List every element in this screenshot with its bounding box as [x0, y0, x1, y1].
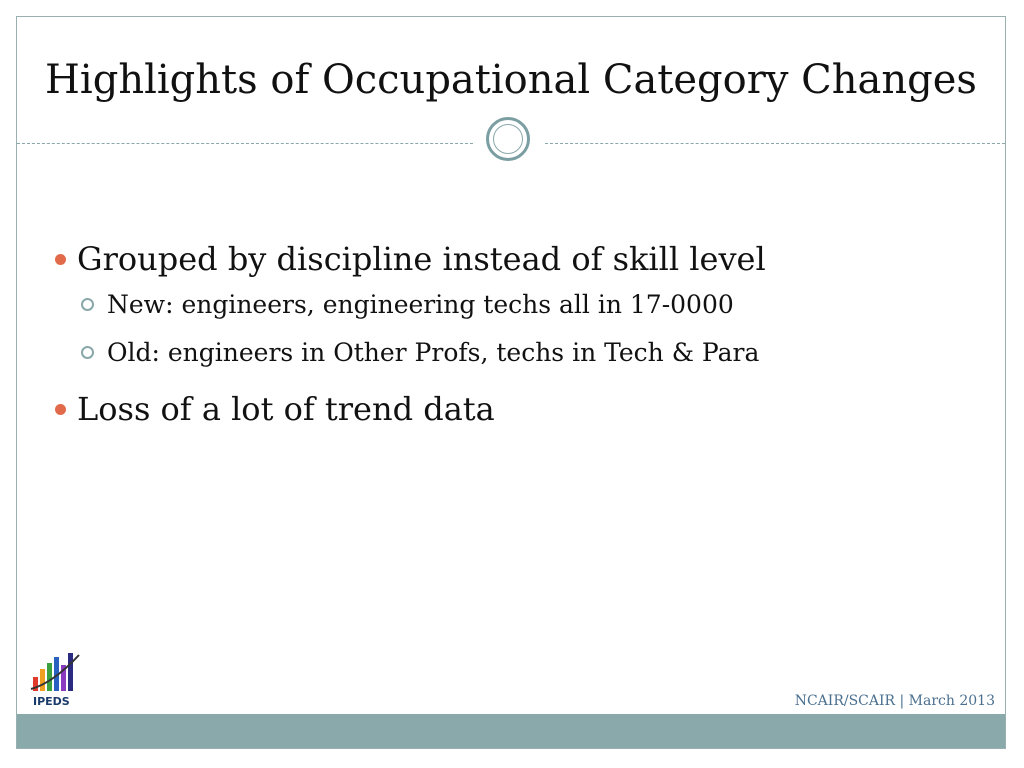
footer-text: NCAIR/SCAIR | March 2013	[794, 693, 995, 709]
sub-bullet-circle-icon	[81, 298, 94, 311]
bullet-text: Loss of a lot of trend data	[77, 390, 495, 428]
slide	[16, 16, 1006, 749]
bottom-band	[17, 714, 1005, 748]
sub-bullet-text: New: engineers, engineering techs all in 17-0000	[107, 290, 734, 319]
bullet-item	[51, 237, 981, 281]
logo-text: IPEDS	[33, 695, 70, 708]
slide-content	[51, 237, 981, 431]
divider-ring-icon	[486, 117, 530, 161]
ipeds-logo-icon	[29, 649, 89, 709]
bullet-dot-icon	[55, 254, 66, 265]
title-divider-right	[545, 143, 1005, 144]
slide-title: Highlights of Occupational Category Changes	[45, 57, 977, 103]
bullet-text: Grouped by discipline instead of skill level	[77, 240, 766, 278]
sub-bullet-item	[51, 281, 981, 329]
bullet-item	[51, 387, 981, 431]
sub-bullet-item	[51, 329, 981, 377]
bullet-dot-icon	[55, 404, 66, 415]
sub-bullet-circle-icon	[81, 346, 94, 359]
sub-bullet-text: Old: engineers in Other Profs, techs in Tech & Para	[107, 338, 760, 367]
title-divider-left	[17, 143, 473, 144]
